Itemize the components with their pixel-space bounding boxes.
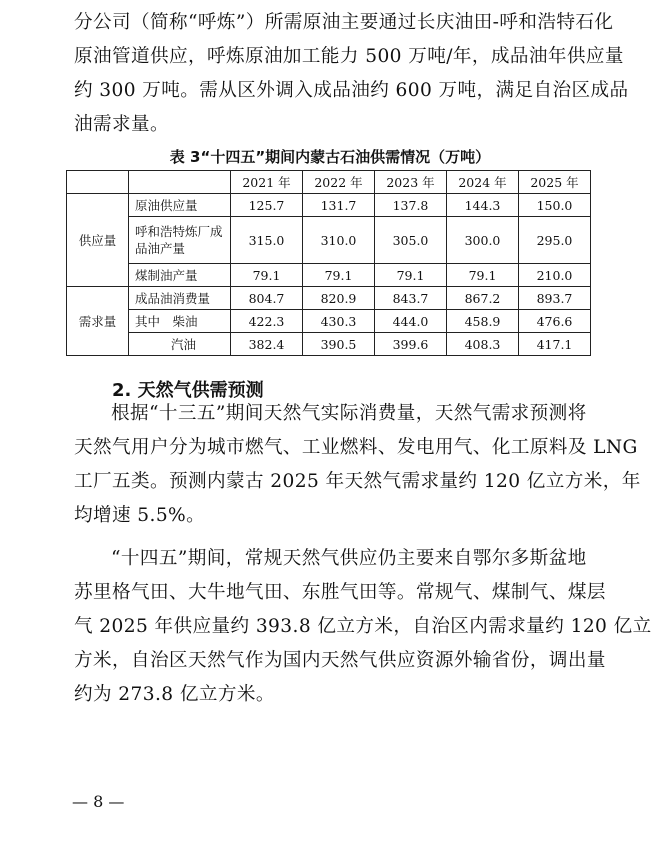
table-cell: 137.8	[375, 194, 447, 217]
row-label: 煤制油产量	[129, 264, 231, 287]
section-heading: 2. 天然气供需预测	[112, 380, 264, 401]
table-cell: 300.0	[447, 217, 519, 264]
year-header: 2021 年	[231, 171, 303, 194]
text-line: 苏里格气田、大牛地气田、东胜气田等。常规气、煤制气、煤层	[74, 582, 606, 603]
table-cell: 79.1	[303, 264, 375, 287]
text-line: “十四五”期间，常规天然气供应仍主要来自鄂尔多斯盆地	[111, 548, 587, 569]
table-cell: 476.6	[519, 310, 591, 333]
table-cell: 430.3	[303, 310, 375, 333]
intro-paragraph	[74, 6, 629, 142]
table-cell: 382.4	[231, 333, 303, 356]
table-row	[67, 310, 591, 333]
table-cell: 843.7	[375, 287, 447, 310]
table-cell: 79.1	[231, 264, 303, 287]
text-line: 分公司（简称“呼炼”）所需原油主要通过长庆油田-呼和浩特石化	[74, 12, 614, 33]
table-cell: 79.1	[375, 264, 447, 287]
table-row	[67, 333, 591, 356]
table-cell: 458.9	[447, 310, 519, 333]
table-cell: 150.0	[519, 194, 591, 217]
table-header-row	[67, 171, 591, 194]
text-line: 原油管道供应，呼炼原油加工能力 500 万吨/年，成品油年供应量	[74, 46, 624, 67]
year-header: 2023 年	[375, 171, 447, 194]
table-row	[67, 217, 591, 264]
table-cell: 804.7	[231, 287, 303, 310]
table-cell: 820.9	[303, 287, 375, 310]
table-cell: 390.5	[303, 333, 375, 356]
year-header: 2025 年	[519, 171, 591, 194]
table-cell: 79.1	[447, 264, 519, 287]
table-cell: 417.1	[519, 333, 591, 356]
table-cell: 125.7	[231, 194, 303, 217]
text-line: 工厂五类。预测内蒙古 2025 年天然气需求量约 120 亿立方米，年	[74, 471, 641, 492]
table-cell: 399.6	[375, 333, 447, 356]
table-cell: 210.0	[519, 264, 591, 287]
text-line: 根据“十三五”期间天然气实际消费量，天然气需求预测将	[111, 403, 587, 424]
table-cell: 444.0	[375, 310, 447, 333]
text-line: 约为 273.8 亿立方米。	[74, 684, 275, 705]
table-cell: 144.3	[447, 194, 519, 217]
row-label: 成品油消费量	[129, 287, 231, 310]
supply-group-label: 供应量	[67, 194, 129, 287]
text-line: 约 300 万吨。需从区外调入成品油约 600 万吨，满足自治区成品	[74, 80, 629, 101]
table-cell: 315.0	[231, 217, 303, 264]
row-label	[129, 217, 231, 264]
table-cell: 422.3	[231, 310, 303, 333]
year-header: 2024 年	[447, 171, 519, 194]
table-row	[67, 287, 591, 310]
row-label: 汽油	[129, 333, 231, 356]
header-empty-cell	[67, 171, 129, 194]
gas-demand-paragraph	[74, 397, 641, 533]
text-line: 气 2025 年供应量约 393.8 亿立方米，自治区内需求量约 120 亿立	[74, 616, 652, 637]
gas-supply-paragraph	[74, 542, 652, 712]
text-line: 天然气用户分为城市燃气、工业燃料、发电用气、化工原料及 LNG	[74, 437, 638, 458]
page-number: — 8 —	[72, 792, 125, 811]
table-cell: 295.0	[519, 217, 591, 264]
text-line: 油需求量。	[74, 114, 169, 135]
table-caption: 表 3“十四五”期间内蒙古石油供需情况（万吨）	[169, 148, 491, 166]
header-empty-cell	[129, 171, 231, 194]
table-cell: 867.2	[447, 287, 519, 310]
text-line: 均增速 5.5%。	[74, 505, 206, 526]
year-header: 2022 年	[303, 171, 375, 194]
demand-group-label: 需求量	[67, 287, 129, 356]
text-line: 方米，自治区天然气作为国内天然气供应资源外输省份，调出量	[74, 650, 606, 671]
row-label-line: 品油产量	[135, 241, 186, 256]
table-row	[67, 264, 591, 287]
table-cell: 893.7	[519, 287, 591, 310]
row-label-line: 呼和浩特炼厂成	[135, 224, 223, 239]
row-label: 原油供应量	[129, 194, 231, 217]
table-cell: 310.0	[303, 217, 375, 264]
table-cell: 408.3	[447, 333, 519, 356]
table-cell: 131.7	[303, 194, 375, 217]
table-cell: 305.0	[375, 217, 447, 264]
oil-supply-demand-table	[66, 170, 591, 356]
table-row	[67, 194, 591, 217]
row-label: 其中 柴油	[129, 310, 231, 333]
